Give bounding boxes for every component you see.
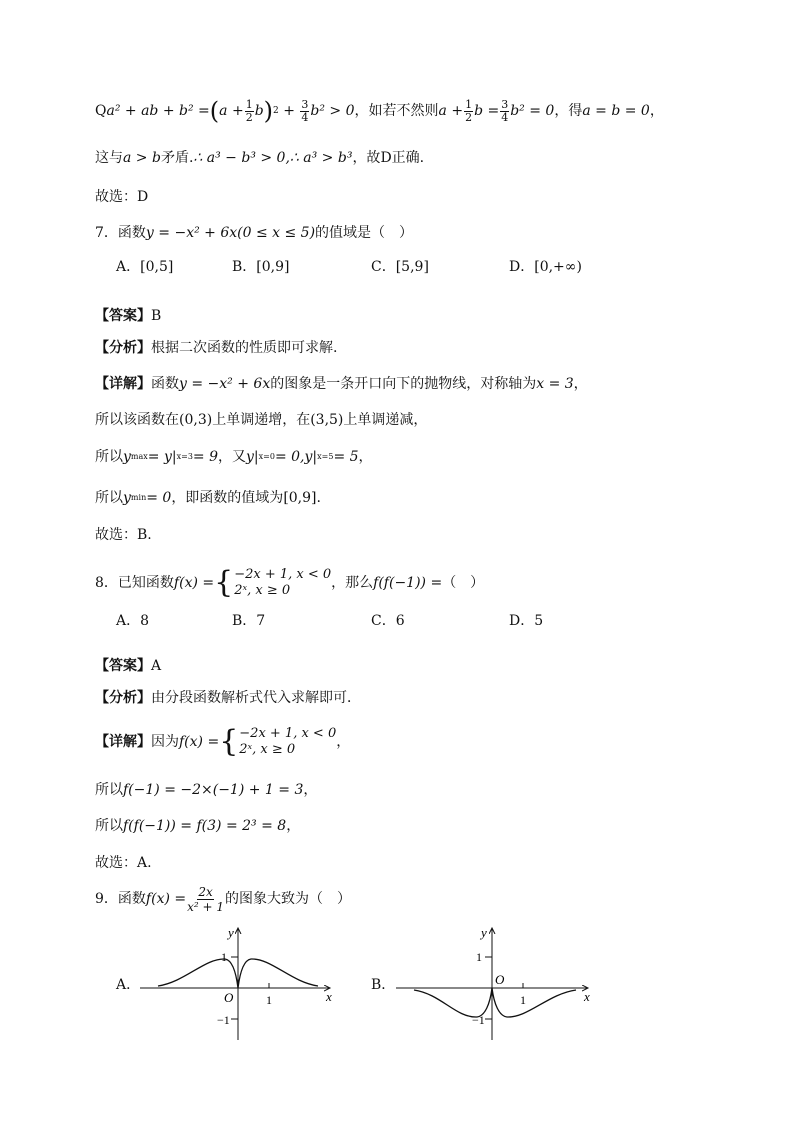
graph-b-x-label: x [584, 989, 590, 1004]
graph-a-origin: O [224, 990, 234, 1005]
graph-a-tick-yneg1: −1 [217, 1013, 230, 1027]
paren-open: ( [209, 97, 220, 125]
q8-detail-2: 所以 f(−1) = −2×(−1) + 1 = 3 ， [95, 782, 318, 798]
q8-detail-3: 所以 f(f(−1)) = f(3) = 2³ = 8 ， [95, 818, 301, 834]
piecewise-cases: −2x + 1, x < 0 2ˣ, x ≥ 0 [234, 567, 332, 598]
fraction-three-quarters-2: $\frac{3}{4}$ [501, 97, 509, 124]
q8-option-d: D．5 [509, 613, 544, 629]
graph-b-tick-yneg1: −1 [472, 1013, 485, 1027]
q7-option-d: D．[0,+∞) [509, 259, 582, 275]
q8-choose: 故选：A. [95, 855, 152, 871]
graph-a [140, 922, 340, 1047]
q9-fraction: $\frac{2x}{\text{x² + 1}}$ [187, 884, 225, 914]
q7-option-a: A．[0,5] [116, 259, 174, 275]
q8-detail-1: 【详解】 因为 f(x) = { −2x + 1, x < 0 2ˣ, x ≥ 0 ， [95, 724, 351, 759]
graph-a-tick-x1: 1 [266, 993, 272, 1007]
graph-b-label: B． [371, 977, 396, 993]
q8-option-b: B．7 [232, 613, 266, 629]
fraction-three-quarters: $\frac{3}{4}$ [301, 97, 309, 124]
paren-close: ) [263, 97, 274, 125]
graph-b-tick-y1: 1 [476, 950, 482, 964]
question-8-stem: 8．已知函数 f(x) = { −2x + 1, x < 0 2ˣ, x ≥ 0 ，那么 f(f(−1)) = （ ） [95, 565, 485, 600]
q7-detail-2: 所以该函数在 (0,3) 上单调递增，在 (3,5) 上单调递减， [95, 412, 428, 428]
graph-a-y-label: y [228, 925, 234, 940]
q7-detail-3: 所以 y max = y| x=3 = 9 ，又 y| x=0 = 0,y| x=5 = 5 ， [95, 449, 373, 465]
graph-b-origin: O [495, 972, 505, 987]
fraction-half: $\frac{1}{2}$ [245, 97, 253, 124]
q7-answer: 【答案】 B [95, 308, 162, 324]
graph-b-curve [414, 988, 576, 1017]
proof-line-2: 这与 a > b 矛盾. ∴ a³ − b³ > 0,∴ a³ > b³ ，故 D 正确. [95, 150, 425, 166]
expression-rhs: b² > 0 [310, 103, 355, 119]
proof-text-1: ，如若不然则 [354, 103, 439, 119]
piecewise-cases-detail: −2x + 1, x < 0 2ˣ, x ≥ 0 [239, 726, 337, 757]
graph-a-label: A． [116, 977, 141, 993]
question-7-stem: 7．函数 y = −x² + 6x (0 ≤ x ≤ 5) 的值域是（ ） [95, 225, 414, 241]
graph-b-tick-x1: 1 [520, 993, 526, 1007]
q8-option-a: A．8 [116, 613, 150, 629]
graph-a-tick-y1: 1 [221, 950, 227, 964]
expression-lhs: a² + ab + b² = [106, 103, 210, 119]
q7-option-c: C．[5,9] [371, 259, 429, 275]
conclusion-expression: a = b = 0 [582, 103, 650, 119]
question-9-stem: 9．函数 f(x) = $\frac{2x}{\text{x² + 1}}$ 的图象大致为（ ） [95, 884, 352, 914]
q8-analysis: 【分析】 由分段函数解析式代入求解即可． [95, 690, 361, 706]
graph-b [396, 922, 596, 1047]
q7-detail-4: 所以 y min = 0 ，即函数的值域为 [0,9] . [95, 490, 321, 506]
q8-answer: 【答案】 A [95, 658, 162, 674]
graph-a-x-label: x [326, 989, 332, 1004]
proof-line-1: Q a² + ab + b² = ( a + $\frac{1}{2}$ b ) 2 + $\frac{3}{4}$ b² > 0 ，如若不然则 a + $\frac{1}{2}$ b = $\frac{3}{4}$ b² = 0 ，得 a = b = 0 ， [95, 97, 664, 125]
q7-choose: 故选：B. [95, 527, 152, 543]
fraction-half-2: $\frac{1}{2}$ [465, 97, 473, 124]
q7-detail-1: 【详解】 函数 y = −x² + 6x 的图象是一条开口向下的抛物线，对称轴为 x = 3 ， [95, 376, 588, 392]
q7-option-b: B．[0,9] [232, 259, 290, 275]
graph-b-y-label: y [481, 925, 487, 940]
choose-answer-6: 故选：D [95, 189, 149, 205]
since-symbol: Q [95, 103, 107, 119]
q7-analysis: 【分析】 根据二次函数的性质即可求解. [95, 340, 338, 356]
q8-option-c: C．6 [371, 613, 405, 629]
